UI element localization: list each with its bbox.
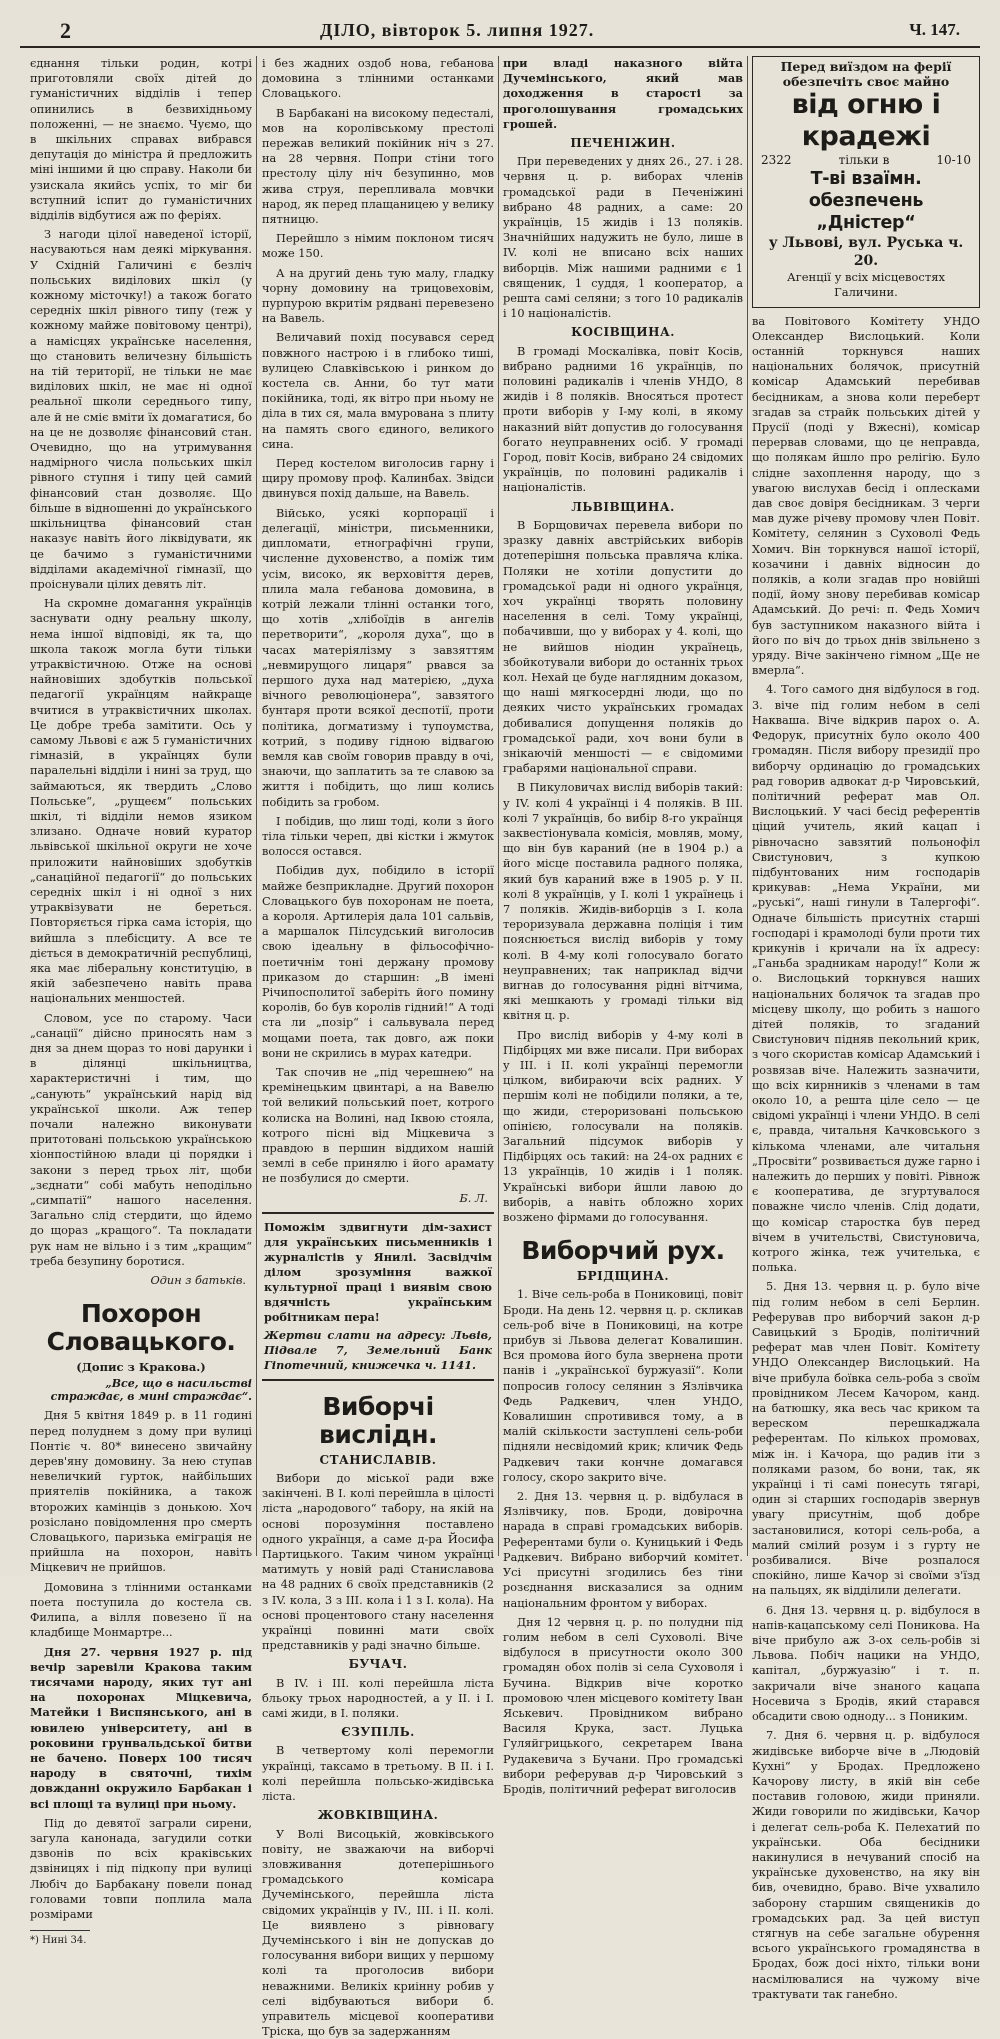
subsection-title: БУЧАЧ. [262, 1657, 494, 1672]
article-paragraph: при владі наказного війта Дучемінського, який мав доходження в старості за проголошування громадських грошей. [503, 56, 743, 132]
page-number: 2 [60, 18, 71, 44]
article-paragraph: Дня 27. червня 1927 р. під вечір заревіли Кракова таким тисячами народу, яких тут ані на похоронах Міцкевича, Матейки і Виспянського, ані в ювилею університету, ані в роковини грунвальдської битви не бачено. Поверх 100 тисяч народу в святочні, тихім довжданні окружило Барбакан і всі площі та вулиці при ньому. [30, 1645, 252, 1812]
subsection-title: ЖОВКІВЩИНА. [262, 1808, 494, 1823]
column-3 [503, 56, 743, 1556]
article-paragraph: В четвертому колі перемогли українці, таксамо в третьому. В II. і I. колі перейшла польсько-жидівська ліста. [262, 1743, 494, 1804]
subsection-title: БРІДЩИНА. [503, 1269, 743, 1284]
article-paragraph: Словом, усе по старому. Часи „санації“ дійсно приносять нам з дня за днем щораз то нові дарунки і в ділянці шкільництва, характеристичні і тим, що „санують“ український нарід від української школи. Аж тепер почали належно виконувати притотовані польською українською хіонпостійною влади ці порядки і закони з перед трьох літ, щоби „зєднати“ собі мабуть неподільно „симпатії“ нашого населення. Загально слід стердити, що йдемо до щораз „кращого“. Та покладати рук нам не вільно і з тим „кращим“ треба безупину боротися. [30, 1011, 252, 1269]
subsection-title: КОСІВЩИНА. [503, 325, 743, 340]
insurance-advertisement [752, 56, 980, 308]
column-1 [30, 56, 252, 1556]
article-paragraph: В Пикуловичах вислід виборів такий: у IV. колі 4 українці і 4 поляків. В III. колі 7 українців, бо вибір 8-го українця заквестіонувала комісія, мовляв, мому, що він був караний (не в 1904 р.) а його місце поставила радного поляка, який був караний вже в 1905 р. У II. колі 8 українців, у I. колі 1 українець і 7 поляків. Жидів-виборців з I. кола тероризувала державна поліція і тим пояснюється вислід виборів у тому колі. В 4-му колі голосувало богато неуправнених; так наприклад відчи вигнав до голосування рідні вітчима, які мешкають у громаді тільки від квітня ц. р. [503, 780, 743, 1023]
column-4 [752, 56, 980, 1556]
ad-phone: 10-10 [936, 153, 971, 168]
column-divider [498, 56, 499, 1556]
article-paragraph: І побідив, що лиш тоді, коли з його тіла тільки череп, дві кістки і жмуток волосся остався. [262, 814, 494, 860]
subsection-title: ЛЬВІВЩИНА. [503, 500, 743, 515]
appeal-text: Поможім здвигнути дім-захист для українських письменників і журналістів у Янилі. Засвідчім ділом зрозуміння важкої культурної праці і виявім свою вдячність українським робітникам пера! [264, 1220, 492, 1325]
article-paragraph: Так спочив не „під черешнею“ на кремінецьким цвинтарі, а на Вавелю той великий польський поет, котрого колиска на Волині, над Іквою стояла, котрого пісні від Міцкевича з правдою в першин віддихом нашій землі в себе принялю і його арамату не позбулися до смерти. [262, 1065, 494, 1187]
article-paragraph: і без жадних оздоб нова, гебанова домовина з тлінними останками Словацького. [262, 56, 494, 102]
subsection-title: ЄЗУПІЛЬ. [262, 1725, 494, 1740]
article-paragraph: 7. Дня 6. червня ц. р. відбулося жидівське виборче віче в „Людовій Кухні“ у Бродах. Предложено Качорову листу, в якій він себе поставив головою, жиди приняли. Жиди говорили по жидівськи, Качор і делегат сель-роба К. Пелехатий по українськи. Оба бесідники накинулися в нечуваний спосіб на українське духовенство, на яку він бив, очевидно, браво. Віче ухвалило заборону старшим священиків до громадських рад. За цей виступ стягнув на себе загальне обурення всього українського громадянства в Бродах, бож досі ніхто, тільки вони насмілювалися на чужому віче трактувати так ганебно. [752, 1728, 980, 2002]
article-paragraph: Вибори до міської ради вже закінчені. В I. колі перейшла в цілості ліста „народового“ табору, на якій на основі порозуміння поставлено одного українця, а саме д-ра Йосифа Партицького. Таким чином українці матимуть у новій раді Станиславова на 48 радних 6 своїх представників (2 з IV. кола, 3 з III. кола і 1 з I. кола). На основі процентового стану населення українці повинні мати своїх представників у раді значно більше. [262, 1471, 494, 1653]
ad-address: у Львові, вул. Руська ч. 20. [757, 234, 975, 270]
appeal-address: Жертви слати на адресу: Львів, Підвале 7, Земельний Банк Гіпотечний, книжечка ч. 1141. [264, 1328, 492, 1373]
ad-line: Перед виїздом на ферії обезпечіть своє майно [757, 59, 975, 89]
article-paragraph: При переведених у днях 26., 27. і 28. червня ц. р. виборах членів громадської ради в Печеніжині вибрано 48 радних, а саме: 20 українців, 15 жидів і 13 поляків. Значнійших надужить не було, лише в IV. колі не вписано всіх наших виборців. Між нашими радними є 1 священик, 1 суддя, 1 кооператор, а решта самі селяни; з того 10 радикалів і 10 націоналістів. [503, 154, 743, 321]
article-paragraph: З нагоди цілої наведеної історії, насуваються нам деякі міркування. У Східній Галичині є безліч польських виділових шкіл (у кожному місточку!) а також богато середніх шкіл рівного типу (теж у кожному майже повітовому центрі), а намісцях українське населення, що становить величезну більшість на тій території, не тільки не має виділових шкіл, не має ні одної реальної школи середнього типу, але й не сміє вміти їх домагатися, бо на це не дозволяє фінансовий стан. Очевидно, що на утримування надмірного числа польських шкіл рівного ступня і типу цей самий фінансовий стан дозволяє. Що більше в відношенні до українського шкільництва фінансовий стан наказує навіть його ліквідувати, як це бачимо з гуманістичними відділами академічної гімназії, що проіснували цілих девять літ. [30, 227, 252, 592]
article-subtitle: (Допис з Кракова.) [30, 1360, 252, 1375]
article-paragraph: В IV. і III. колі перейшла ліста бльоку трьох народностей, а у II. і I. самі жиди, в I. поляки. [262, 1676, 494, 1722]
article-paragraph: Величавий похід посувався серед повжного настрою і в глибоко тиші, вулицею Славківською і ринком до костела св. Анни, бо тут мати покійника, тоді, як вітро при ньому не діла в тих ся, мала вмурована з плиту на память свого єдиного, великого сина. [262, 330, 494, 452]
article-paragraph: ва Повітового Комітету УНДО Олександер Вислоцький. Коли останній торкнувся наших національних болячок, присутній комісар Адамський перебивав бесідникам, а знова коли переберт згадав за страйк польських дітей у Прусії (поді у Вжесні), комісар перервав словами, що це неправда, що полякам йшло про релігію. Було слідне захоплення народу, що з увагою вислухав бесід і оплесками дав своє довіря бесідникам. З черги мав дуже річеву промову член Повіт. Комітету, селянин з Суховолі Федь Хомич. Він торкнувся нашої історії, козачини і давніх відносин до поляків, а коли згадав про новійші події, йому знову перебивав комісар Адамський. До речі: п. Федь Хомич був заступником наказного війта і його по віч до трьох днів звільнено з уряду. Віче закінчено гімном „Ще не вмерла“. [752, 314, 980, 679]
article-paragraph: У Волі Висоцькій, жовківського повіту, не зважаючи на виборчі зловживання дотеперішнього громадського комісара Дучемінського, перейшла ліста свідомих українців у IV., III. і II. колі. Це виявлено з рівновагу Дучемінського і він не допускав до голосування вибори вищих у першому колі та проголосив вибори неважними. Великіх криінну робив у селі відбуваються вибори б. управитель місцевої кооперативи Тріска, що був за задержанням [262, 1827, 494, 2039]
article-paragraph: єднання тільки родин, котрі приготовляли своїх дітей до гуманістичних відділів і тепер опинились в безвихідньому положенні, — не знаємо. Чуємо, що в шкільних справах вибрався депутація до міністра й предложить міні іншими й цю справу. Наколи би узискала якийсь успіх, то міг би вступний іспит до гуманістичних відділів відбутися аж по феріях. [30, 56, 252, 223]
article-signature: Один з батьків. [30, 1273, 246, 1288]
article-headline: Похорон Словацького. [30, 1300, 252, 1356]
article-paragraph: Дня 12 червня ц. р. по полудни під голим небом в селі Суховолі. Віче відбулося в присутности около 300 громадян обох полів зі села Суховоля і Бучина. Відкрив віче коротко промовою член місцевого комітету Іван Яськевич. Провідником вибрано Василя Крука, заст. Луцька Гуляйгрицького, секретарем Івана Рудакевича з Бучани. Про громадські вибори реферував д-р Чировський з Бродів, політичний реферат виголосив [503, 1615, 743, 1797]
masthead-title: ДІЛО, вівторок 5. липня 1927. [320, 20, 594, 41]
column-divider [256, 56, 257, 1556]
article-paragraph: 4. Того самого дня відбулося в год. 3. віче під голим небом в селі Накваша. Віче відкрив парох о. А. Федорук, присутніх було около 400 громадян. Після вибору президії про виборчу ординацію до громадських рад говорив адвокат д-р Чировський, політичний реферат мав Ол. Вислоцький. У часі бесід референтів ціций учитель, який кацап і рівночасно завзятий польонофіл Свистунович, з купкою підбунтованих ним господарів крикував: „Нема України, ми „руські“, наші гинули в Талергофі“. Одначе більшість присутніх старші господарі і крамолоді були проти тих крикунів і кричали на їх адресу: „Ганьба зрадникам народу!“ Коли ж о. Вислоцький торкнувся наших національних болячок та згадав про місцеву школу, що робить з нашого дітей поляків, то згаданий Свистунович підняв пекольний крик, з чого скористав комісар Адамський і розвязав віче. Належить зазначити, що всіх кирнників з членами в там около 10, а решта ціле село — це свідомі українці і члени УНДО. В селі є, правда, читальня Качковського з кількома членами, але читальня „Просвіти“ розвивається дуже гарно і належить до перших у повіті. Рівнож є кооператива, де згуртувалося поважне число членів. Слід додати, що комісар старостка був перед вічем в учительстві, Свистуновича, котрого жінка, теж учителька, є полька. [752, 682, 980, 1275]
ad-phone-row [757, 153, 975, 168]
article-paragraph: В громаді Москалівка, повіт Косів, вибрано радними 16 українців, по половині радикалів і членів УНДО, 8 жидів і 8 поляків. Вносяться протест проти виборів у I-му колі, в якому наказний війт допустив до голосування богато неуправнених осіб. У громаді Город, повіт Косів, вибрано 24 свідомих українців, по половині радикалів і націоналістів. [503, 344, 743, 496]
article-epigraph: „Все, що в насильстві страждає, в мині страждає“. [30, 1377, 252, 1403]
column-2 [262, 56, 494, 1556]
article-paragraph: Перейшло з німим поклоном тисяч може 150. [262, 231, 494, 261]
article-paragraph: Про вислід виборів у 4-му колі в Підбірцях ми вже писали. При виборах у III. і II. колі українці перемогли цілком, вибираючи всіх радних. У першім колі не побідили поляки, а те, що жиди, стероризовані польською опінією, голосували на поляків. Загальний підсумок виборів у Підбірцях ось такий: на 24-ох радних є 13 українців, 10 жидів і 1 поляк. Українські вибори йшли лавою до виборів, а навіть обложно хорих возжено фірмами до голосування. [503, 1028, 743, 1226]
article-paragraph: Під до девятої заграли сирени, загула канонада, загудили сотки дзвонів по всіх краківських дзвіницях і під підкопу при вулиці Любіч до Барбакану повели понад головами товпи поплила мала розмірами [30, 1816, 252, 1922]
section-headline: Виборчий рух. [503, 1237, 743, 1265]
article-paragraph: 6. Дня 13. червня ц. р. відбулося в напів-кацапському селі Поникова. На віче прибуло аж 3-ох сель-робів зі Львова. Побіч нацики на УНДО, капітал, „буржуазію“ і т. п. закричали віче знаного кацапа Носевича з Бродів, який старався обсадити свою одноду... з Пониким. [752, 1603, 980, 1725]
article-paragraph: 5. Дня 13. червня ц. р. було віче під голим небом в селі Берлин. Реферував про виборчий закон д-р Савицький з Бродів, політичний реферат мав член Повіт. Комітету УНДО Олександер Вислоцький. На віче прибула боївка сель-роба з своїм провідником Лесем Качором, канд. на батюшку, яка весь час криком та вереском перешкаджала референтам. По кількох промовах, між ін. і Качора, що радив іти з поляками разом, бо вони, так, як українці і ті самі понесуть тягарі, один зі старших господарів звернув увагу присутнім, щоб добре застановилися, которі сель-роба, а малий смілий розум і з гурту не розбивалися. Віче розпалося спокійно, лише Качор зі своїми з'їзд на пальцях, як відділили делегати. [752, 1279, 980, 1598]
footnote: *) Нині 34. [30, 1930, 90, 1948]
article-paragraph: Побідив дух, побідило в історії майже безприкладне. Другий похорон Словацького був похоронам не поета, а короля. Артилерія дала 101 сальвів, а маршалок Пілсудський виголосив свою ідеальну в фільософічно-поетичнім тоні держану промову приказом до старшин: „В імені Річипосполитої заберіть його помину королів, бо був королів гідний!“ А тоді ста ли „позір“ і сальвувала перед мощами поета, так довго, аж поки вони не скрились в мурах катедри. [262, 863, 494, 1061]
subsection-title: СТАНИСЛАВІВ. [262, 1453, 494, 1468]
donation-appeal-box [262, 1212, 494, 1381]
ad-headline: від огню і крадежі [757, 89, 975, 153]
article-paragraph: В Борщовичах перевела вибори по зразку давніх австрійських виборів дотеперішня польська правляча кліка. Поляки не хотіли допустити до громадської ради ні одного українця, хоч українці творять половину населення в селі. Тому українці, побачивши, що у виборах у 4. колі, що не вийшов ніодин українець, збойкотували вибори до останніх трьох кол. Нехай це буде наглядним доказом, що наші мягкосердні люди, що по деяких чисто українських громадах добивалися допущення поляків до громадської ради, хоч вони були в знікаючій меншості — є свідомими грабарями національної справи. [503, 518, 743, 776]
article-paragraph: В Барбакані на високому педесталі, мов на королівському престолі пережав великий покійник ніч з 27. на 28 червня. Попри стіни того престолу цілу ніч безупинно, мов жива струя, перепливала мовчки народ, як перед плащаницею у велику пятницю. [262, 106, 494, 228]
article-paragraph: А на другий день тую малу, гладку чорну домовину на трицовеховім, пурпурою вкритім рядвані перевезено на Вавель. [262, 266, 494, 327]
ad-phone: 2322 [761, 153, 792, 168]
article-paragraph: Перед костелом виголосив гарну і щиру промову проф. Калинбах. Звідси двинувся похід дальше, на Вавель. [262, 456, 494, 502]
ad-footer: Агенції у всіх місцевостях Галичини. [757, 270, 975, 300]
ad-phone-label: тільки в [839, 153, 890, 168]
article-paragraph: Військо, усякі корпорації і делегації, міністри, письменники, дипломати, етнографічні групи, численне духовенство, а поміж тим усім, високо, як верховіття дерев, плила мала гебанова домовина, в котрій лежали тлінні останки того, що хотів „хлібоїдів в ангелів перетворити“, „короля духа“, що в часах матеріялізму з завзяттям „невмирущого лицаря“ рвався за першого духа над матерією, „духа вічного революціонера“, завзятого бунтаря проти всякої деспотії, проти політика, догматизму і тупоумства, котрий, з подиву гідною відвагою вемля кав своїм говорив правду в очі, знаючи, що заплатить за те славою за життя і побідить, що лиш колись побідить за гробом. [262, 506, 494, 810]
article-paragraph: На скромне домагання українців заснувати одну реальну школу, нема іншої відповіді, як та, що школа також могла бути тільки утраквістичною. Отже на основі найновіших здобутків польської педагогії українцям найкраще вчитися в утраквістичних школах. Це добре треба замітити. Ось у самому Львові є аж 5 гуманістичних гімназій, в українцях були паралельні відділи і нині за труд, що займаються, як твердить „Слово Польське“, „рущеєм“ польських шкіл, ті відділи немов язиком злизано. Одначе новий куратор львівської шкільної округи не хоче приложити найновіших здобутків „санаційної педагогії“ до польських середніх шкіл і ні одної з них утраквізувати не береться. Повторяється гірка сама історія, що вийшла з плебісциту. А все те діється в демократичній республиці, яка має ліберальну конституцію, в якій забезпечено навіть права національних меншостей. [30, 596, 252, 1006]
article-paragraph: Домовина з тлінними останками поета поступила до костела св. Филипа, а вілля повезено її на кладбище Монмартре... [30, 1580, 252, 1641]
page-header [20, 18, 980, 48]
section-headline: Виборчі вислідн. [262, 1393, 494, 1449]
column-divider [747, 56, 748, 1556]
ad-company-name: Т-ві взаїмн. обезпечень „Дністер“ [757, 168, 975, 234]
article-paragraph: 1. Віче сель-роба в Пониковиці, повіт Броди. На день 12. червня ц. р. скликав сель-роб віче в Пониковиці, на котре прибув зі Львова делегат Ковалишин. Вся промова його була звернена проти панів і „української буржуазії“. Коли попросив голосу селянин з Язлівчика Федь Радкевич, член УНДО, Ковалишин спротивився тому, а в малій скількости заступлені сель-роби підняли несвідомий крик; кличик Федь Радкевич таки кончне домагався голосу, скоро закрито віче. [503, 1287, 743, 1485]
issue-number: Ч. 147. [909, 20, 960, 40]
article-paragraph: 2. Дня 13. червня ц. р. відбулася в Язлівчику, пов. Броди, довірочна нарада в справі громадських виборів. Референтами були о. Куницький і Федь Радкевич. Вибрано виборчий комітет. Усі присутні згодились без тіни розєднання висказалися за одним національним фронтом у виборах. [503, 1489, 743, 1611]
article-paragraph: Дня 5 квітня 1849 р. в 11 годині перед полуднем з дому при вулиці Понтіє ч. 80* винесено звичайну дерев'яну домовину. За нею ступав невеличкий гурток, найбільших приятелів покійника, а також второжих камінців з донькою. Хоч розіслано повідомлення про смерть Словацького, паризька еміграція не прийшла на похорон, навіть Міцкевич не прийшов. [30, 1408, 252, 1575]
subsection-title: ПЕЧЕНІЖИН. [503, 136, 743, 151]
article-signature: Б. Л. [262, 1191, 488, 1206]
